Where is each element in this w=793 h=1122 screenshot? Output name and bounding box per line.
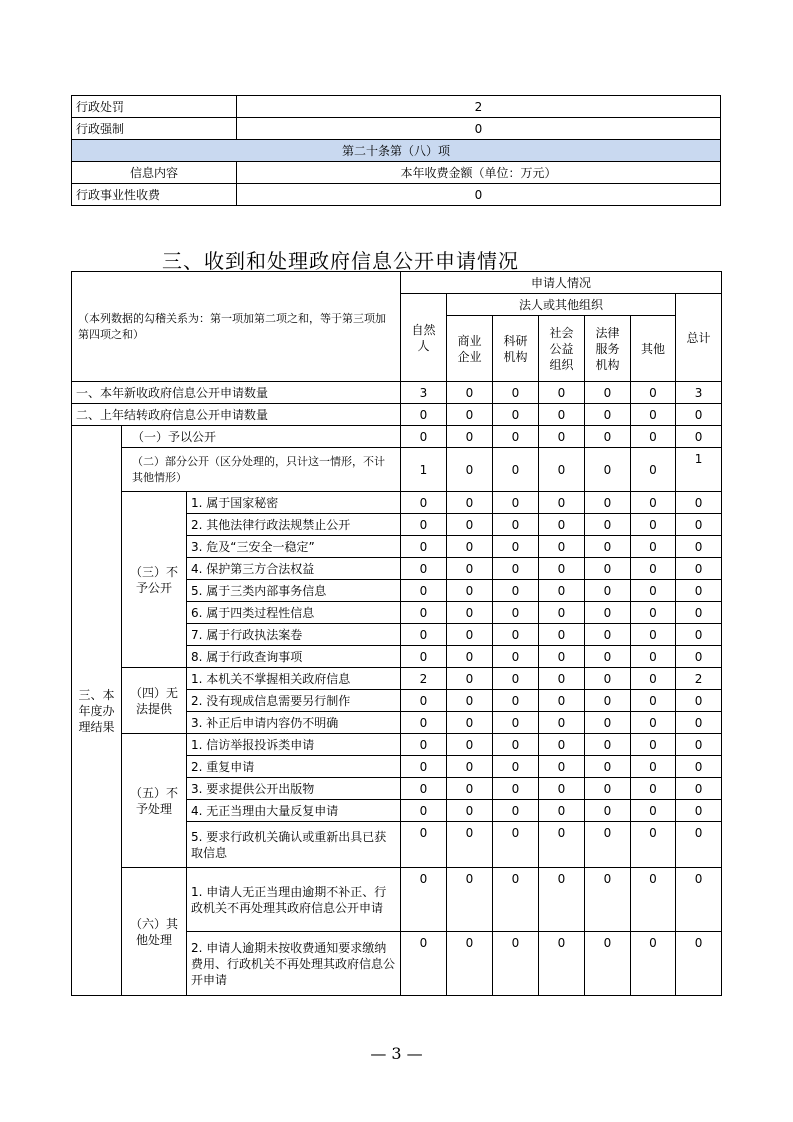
header-row <box>72 272 722 294</box>
cell: 0 <box>539 646 585 668</box>
row-label: 行政强制 <box>72 118 237 140</box>
row-value: 0 <box>237 184 721 206</box>
cell: 0 <box>493 712 539 734</box>
cell: 0 <box>539 426 585 448</box>
cell: 0 <box>676 646 722 668</box>
cell: 0 <box>676 690 722 712</box>
cell: 0 <box>447 602 493 624</box>
subgroup-label: （四）无法提供 <box>122 668 187 734</box>
table-row <box>72 184 721 206</box>
cell: 0 <box>585 602 631 624</box>
cell: 0 <box>676 558 722 580</box>
row-label: 3. 要求提供公开出版物 <box>187 778 401 800</box>
cell: 3 <box>676 382 722 404</box>
section-title: 三、收到和处理政府信息公开申请情况 <box>162 249 519 273</box>
cell: 0 <box>493 624 539 646</box>
cell: 0 <box>631 514 676 536</box>
cell: 0 <box>493 690 539 712</box>
cell: 0 <box>631 580 676 602</box>
legal-org-header: 法人或其他组织 <box>447 294 676 316</box>
table-row <box>72 734 722 756</box>
row-label: 4. 保护第三方合法权益 <box>187 558 401 580</box>
cell: 0 <box>401 734 447 756</box>
cell: 0 <box>631 932 676 996</box>
cell: 0 <box>401 646 447 668</box>
cell: 0 <box>585 536 631 558</box>
cell: 0 <box>401 932 447 996</box>
cell: 0 <box>493 822 539 868</box>
subgroup-label: （五）不予处理 <box>122 734 187 868</box>
cell: 0 <box>447 580 493 602</box>
cell: 0 <box>676 778 722 800</box>
cell: 0 <box>539 756 585 778</box>
cell: 0 <box>539 514 585 536</box>
cell: 0 <box>539 668 585 690</box>
cell: 0 <box>631 868 676 932</box>
cell: 0 <box>585 646 631 668</box>
cell: 0 <box>676 602 722 624</box>
subgroup-label: （三）不予公开 <box>122 492 187 668</box>
cell: 0 <box>447 712 493 734</box>
table-row <box>72 96 721 118</box>
cell: 0 <box>676 712 722 734</box>
cell: 0 <box>676 404 722 426</box>
cell: 0 <box>447 536 493 558</box>
cell: 0 <box>676 536 722 558</box>
table-row <box>72 404 722 426</box>
cell: 0 <box>585 382 631 404</box>
cell: 0 <box>539 536 585 558</box>
cell: 0 <box>447 800 493 822</box>
cell: 0 <box>447 558 493 580</box>
cell: 0 <box>447 668 493 690</box>
cell: 0 <box>447 426 493 448</box>
cell: 0 <box>631 800 676 822</box>
cell: 0 <box>401 756 447 778</box>
cell: 0 <box>401 602 447 624</box>
cell: 0 <box>447 492 493 514</box>
cell: 0 <box>539 822 585 868</box>
cell: 0 <box>447 382 493 404</box>
cell: 0 <box>493 868 539 932</box>
cell: 0 <box>447 514 493 536</box>
row-value: 0 <box>237 118 721 140</box>
table-header-row <box>72 162 721 184</box>
cell: 0 <box>493 646 539 668</box>
cell: 0 <box>401 800 447 822</box>
application-table <box>71 271 722 996</box>
row-label: 4. 无正当理由大量反复申请 <box>187 800 401 822</box>
cell: 0 <box>493 932 539 996</box>
cell: 0 <box>447 932 493 996</box>
section-header-row <box>72 140 721 162</box>
commercial-header: 商业企业 <box>447 316 493 382</box>
cell: 0 <box>493 778 539 800</box>
cell: 0 <box>539 690 585 712</box>
cell: 0 <box>447 404 493 426</box>
row-label: 2. 重复申请 <box>187 756 401 778</box>
cell: 0 <box>676 932 722 996</box>
formula-note: （本列数据的勾稽关系为：第一项加第二项之和，等于第三项加第四项之和） <box>72 272 401 382</box>
row-label: 5. 属于三类内部事务信息 <box>187 580 401 602</box>
cell: 0 <box>539 558 585 580</box>
row-label: 3. 危及“三安全一稳定” <box>187 536 401 558</box>
row-label: 1. 申请人无正当理由逾期不补正、行政机关不再处理其政府信息公开申请 <box>187 868 401 932</box>
cell: 0 <box>401 822 447 868</box>
cell: 2 <box>401 668 447 690</box>
cell: 0 <box>585 756 631 778</box>
cell: 0 <box>631 426 676 448</box>
info-table <box>71 95 721 206</box>
cell: 0 <box>401 580 447 602</box>
cell: 0 <box>676 492 722 514</box>
cell: 0 <box>631 624 676 646</box>
other-header: 其他 <box>631 316 676 382</box>
row-value: 2 <box>237 96 721 118</box>
cell: 0 <box>401 778 447 800</box>
table-row <box>72 668 722 690</box>
cell: 0 <box>631 734 676 756</box>
row-label: 2. 没有现成信息需要另行制作 <box>187 690 401 712</box>
cell: 0 <box>493 448 539 492</box>
cell: 0 <box>631 690 676 712</box>
row-label: 5. 要求行政机关确认或重新出具已获取信息 <box>187 822 401 868</box>
row-label: 8. 属于行政查询事项 <box>187 646 401 668</box>
row-label: （一）予以公开 <box>122 426 401 448</box>
cell: 0 <box>585 712 631 734</box>
cell: 0 <box>539 448 585 492</box>
cell: 0 <box>585 668 631 690</box>
legal-service-header: 法律服务机构 <box>585 316 631 382</box>
cell: 0 <box>585 734 631 756</box>
cell: 0 <box>676 624 722 646</box>
cell: 0 <box>585 426 631 448</box>
cell: 0 <box>539 492 585 514</box>
column-header: 信息内容 <box>72 162 237 184</box>
cell: 0 <box>447 778 493 800</box>
cell: 2 <box>676 668 722 690</box>
cell: 0 <box>539 580 585 602</box>
row-label: 1. 本机关不掌握相关政府信息 <box>187 668 401 690</box>
cell: 0 <box>676 580 722 602</box>
row-label: （二）部分公开（区分处理的，只计这一情形，不计其他情形） <box>122 448 401 492</box>
cell: 0 <box>493 668 539 690</box>
cell: 0 <box>585 492 631 514</box>
cell: 0 <box>447 448 493 492</box>
table-row <box>72 868 722 932</box>
cell: 0 <box>401 426 447 448</box>
cell: 0 <box>447 624 493 646</box>
cell: 0 <box>493 514 539 536</box>
cell: 0 <box>585 800 631 822</box>
cell: 0 <box>493 580 539 602</box>
cell: 0 <box>585 404 631 426</box>
cell: 0 <box>676 800 722 822</box>
table-row <box>72 426 722 448</box>
page-number: — 3 — <box>370 1044 423 1063</box>
column-header: 本年收费金额（单位：万元） <box>237 162 721 184</box>
cell: 0 <box>493 492 539 514</box>
cell: 0 <box>447 646 493 668</box>
applicant-header: 申请人情况 <box>401 272 722 294</box>
natural-person-header: 自然人 <box>401 294 447 382</box>
cell: 0 <box>493 536 539 558</box>
cell: 0 <box>585 448 631 492</box>
cell: 0 <box>447 690 493 712</box>
cell: 0 <box>447 822 493 868</box>
cell: 0 <box>539 624 585 646</box>
cell: 0 <box>493 426 539 448</box>
cell: 0 <box>676 756 722 778</box>
cell: 0 <box>539 734 585 756</box>
table-row <box>72 382 722 404</box>
cell: 0 <box>539 712 585 734</box>
cell: 0 <box>447 734 493 756</box>
cell: 0 <box>631 668 676 690</box>
cell: 0 <box>401 492 447 514</box>
row-label: 6. 属于四类过程性信息 <box>187 602 401 624</box>
row-label: 7. 属于行政执法案卷 <box>187 624 401 646</box>
cell: 0 <box>447 756 493 778</box>
cell: 0 <box>401 536 447 558</box>
cell: 0 <box>585 514 631 536</box>
cell: 0 <box>585 822 631 868</box>
cell: 0 <box>676 734 722 756</box>
row-label: 1. 属于国家秘密 <box>187 492 401 514</box>
row-label: 行政事业性收费 <box>72 184 237 206</box>
cell: 1 <box>676 448 722 492</box>
cell: 0 <box>585 624 631 646</box>
cell: 0 <box>493 404 539 426</box>
cell: 0 <box>401 712 447 734</box>
cell: 0 <box>631 646 676 668</box>
cell: 0 <box>401 514 447 536</box>
table-row <box>72 448 722 492</box>
cell: 0 <box>493 382 539 404</box>
cell: 3 <box>401 382 447 404</box>
cell: 0 <box>539 800 585 822</box>
cell: 0 <box>631 778 676 800</box>
cell: 0 <box>539 778 585 800</box>
cell: 0 <box>631 602 676 624</box>
total-header: 总计 <box>676 294 722 382</box>
cell: 0 <box>493 734 539 756</box>
table-row <box>72 492 722 514</box>
cell: 0 <box>539 932 585 996</box>
cell: 0 <box>539 382 585 404</box>
cell: 0 <box>493 756 539 778</box>
cell: 0 <box>539 404 585 426</box>
cell: 0 <box>676 426 722 448</box>
subgroup-label: （六）其他处理 <box>122 868 187 996</box>
cell: 0 <box>539 602 585 624</box>
cell: 0 <box>401 558 447 580</box>
row-label: 一、本年新收政府信息公开申请数量 <box>72 382 401 404</box>
cell: 0 <box>631 492 676 514</box>
cell: 0 <box>676 514 722 536</box>
cell: 0 <box>493 558 539 580</box>
cell: 0 <box>585 868 631 932</box>
row-label: 2. 其他法律行政法规禁止公开 <box>187 514 401 536</box>
public-welfare-header: 社会公益组织 <box>539 316 585 382</box>
cell: 0 <box>585 932 631 996</box>
group-label: 三、本年度办理结果 <box>72 426 122 996</box>
cell: 0 <box>401 404 447 426</box>
cell: 0 <box>631 448 676 492</box>
cell: 0 <box>676 868 722 932</box>
cell: 0 <box>585 580 631 602</box>
cell: 0 <box>401 690 447 712</box>
cell: 0 <box>631 712 676 734</box>
cell: 0 <box>447 868 493 932</box>
cell: 0 <box>631 536 676 558</box>
row-label: 二、上年结转政府信息公开申请数量 <box>72 404 401 426</box>
cell: 0 <box>631 382 676 404</box>
cell: 0 <box>631 822 676 868</box>
cell: 0 <box>676 822 722 868</box>
research-header: 科研机构 <box>493 316 539 382</box>
cell: 0 <box>493 800 539 822</box>
row-label: 2. 申请人逾期未按收费通知要求缴纳费用、行政机关不再处理其政府信息公开申请 <box>187 932 401 996</box>
table-row <box>72 118 721 140</box>
row-label: 1. 信访举报投诉类申请 <box>187 734 401 756</box>
cell: 0 <box>585 690 631 712</box>
cell: 0 <box>631 404 676 426</box>
row-label: 3. 补正后申请内容仍不明确 <box>187 712 401 734</box>
cell: 0 <box>631 558 676 580</box>
cell: 1 <box>401 448 447 492</box>
cell: 0 <box>401 868 447 932</box>
cell: 0 <box>585 778 631 800</box>
cell: 0 <box>401 624 447 646</box>
cell: 0 <box>539 868 585 932</box>
cell: 0 <box>631 756 676 778</box>
section-header: 第二十条第（八）项 <box>72 140 721 162</box>
row-label: 行政处罚 <box>72 96 237 118</box>
cell: 0 <box>585 558 631 580</box>
cell: 0 <box>493 602 539 624</box>
